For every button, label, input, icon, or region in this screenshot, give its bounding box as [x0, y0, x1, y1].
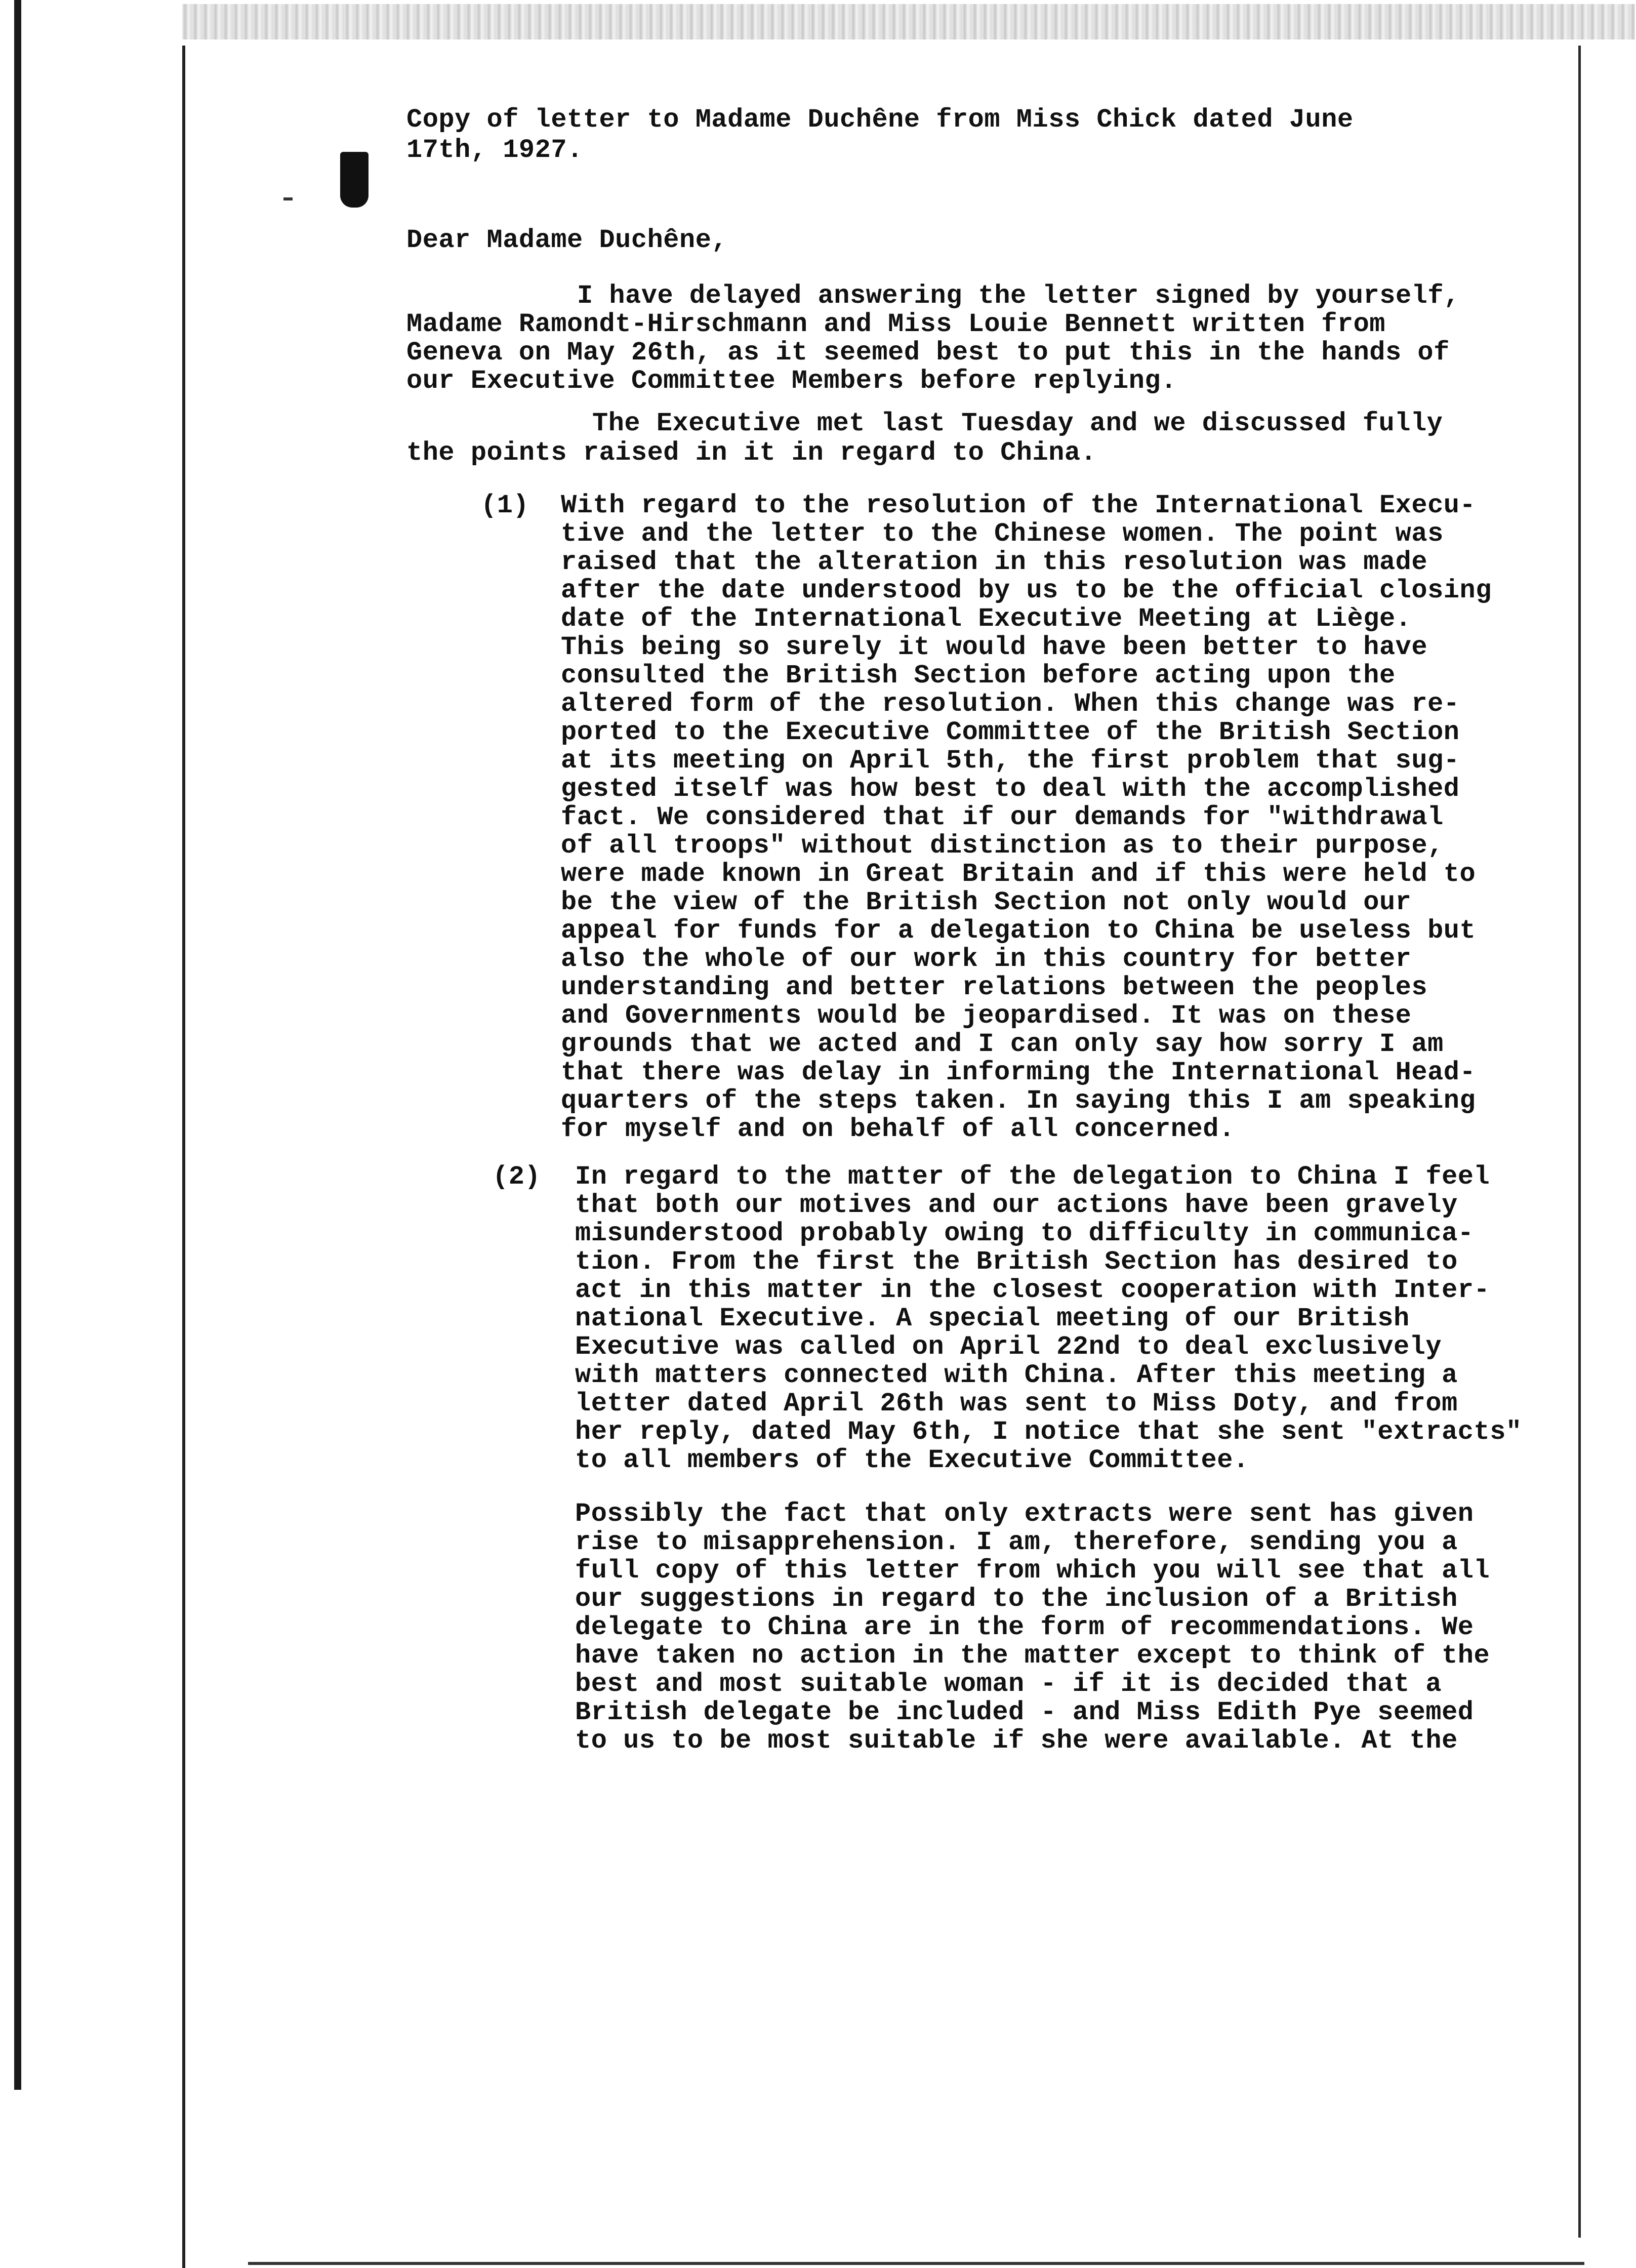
paragraph-line: delegate to China are in the form of recommendations. We: [575, 1612, 1474, 1642]
paragraph-line: the points raised in it in regard to China.: [406, 438, 1097, 468]
item-line: quarters of the steps taken. In saying this I am speaking: [561, 1086, 1476, 1116]
paragraph-line: rise to misapprehension. I am, therefore, sending you a: [575, 1527, 1458, 1557]
paragraph-line: Madame Ramondt-Hirschmann and Miss Louie Bennett written from: [406, 309, 1386, 339]
item-line: be the view of the British Section not only would our: [561, 887, 1412, 917]
paragraph-line: have taken no action in the matter except to think of the: [575, 1641, 1490, 1671]
item-line: that there was delay in informing the International Head-: [561, 1058, 1476, 1087]
item-line: national Executive. A special meeting of our British: [575, 1304, 1410, 1333]
paragraph-line: our Executive Committee Members before replying.: [406, 366, 1177, 396]
item-line: for myself and on behalf of all concerned.: [561, 1114, 1235, 1144]
item-line: with matters connected with China. After this meeting a: [575, 1360, 1458, 1390]
item-line: letter dated April 26th was sent to Miss Doty, and from: [575, 1389, 1458, 1419]
heading-line: 17th, 1927.: [406, 135, 583, 165]
item-line: gested itself was how best to deal with the accomplished: [561, 774, 1460, 804]
item-line: tive and the letter to the Chinese women. The point was: [561, 519, 1444, 549]
paragraph-line: our suggestions in regard to the inclusion of a British: [575, 1584, 1458, 1614]
item-line: were made known in Great Britain and if this were held to: [561, 859, 1476, 889]
item-line: of all troops" without distinction as to their purpose,: [561, 831, 1444, 861]
paragraph-line: The Executive met last Tuesday and we discussed fully: [592, 409, 1443, 438]
item-line: that both our motives and our actions have been gravely: [575, 1190, 1458, 1220]
item-line: altered form of the resolution. When this change was re-: [561, 689, 1460, 719]
item-line: fact. We considered that if our demands for "withdrawal: [561, 802, 1444, 832]
item-line: In regard to the matter of the delegation to China I feel: [575, 1162, 1490, 1192]
item-line: Executive was called on April 22nd to deal exclusively: [575, 1332, 1442, 1362]
paragraph-line: Possibly the fact that only extracts were sent has given: [575, 1499, 1474, 1529]
item-line: date of the International Executive Meeting at Liège.: [561, 604, 1412, 634]
paragraph-line: best and most suitable woman - if it is decided that a: [575, 1669, 1442, 1699]
item-line: tion. From the first the British Section has desired to: [575, 1247, 1458, 1277]
item-marker: (1): [481, 491, 529, 520]
item-line: With regard to the resolution of the International Execu-: [561, 491, 1476, 520]
paragraph-line: I have delayed answering the letter signed by yourself,: [577, 281, 1460, 311]
item-line: to all members of the Executive Committee.: [575, 1445, 1249, 1475]
item-line: after the date understood by us to be the official closing: [561, 576, 1492, 605]
item-line: also the whole of our work in this country for better: [561, 944, 1412, 974]
paper-frame-bottom: [248, 2262, 1584, 2265]
item-line: misunderstood probably owing to difficulty in communica-: [575, 1219, 1474, 1248]
item-line: consulted the British Section before acting upon the: [561, 661, 1396, 691]
paragraph-line: full copy of this letter from which you will see that all: [575, 1556, 1490, 1586]
paragraph-line: to us to be most suitable if she were available. At the: [575, 1726, 1458, 1756]
paragraph-line: British delegate be included - and Miss Edith Pye seemed: [575, 1697, 1474, 1727]
item-line: This being so surely it would have been better to have: [561, 632, 1428, 662]
salutation: Dear Madame Duchêne,: [406, 225, 728, 255]
item-line: understanding and better relations between the peoples: [561, 973, 1428, 1002]
item-line: her reply, dated May 6th, I notice that she sent "extracts": [575, 1417, 1522, 1447]
item-line: grounds that we acted and I can only say how sorry I am: [561, 1029, 1444, 1059]
item-line: ported to the Executive Committee of the British Section: [561, 717, 1460, 747]
item-line: appeal for funds for a delegation to China be useless but: [561, 916, 1476, 946]
item-line: and Governments would be jeopardised. It was on these: [561, 1001, 1412, 1031]
item-marker: (2): [493, 1162, 541, 1192]
item-line: at its meeting on April 5th, the first problem that sug-: [561, 746, 1460, 776]
item-line: raised that the alteration in this resolution was made: [561, 547, 1428, 577]
item-line: act in this matter in the closest cooperation with Inter-: [575, 1275, 1490, 1305]
paragraph-line: Geneva on May 26th, as it seemed best to put this in the hands of: [406, 338, 1450, 368]
heading-line: Copy of letter to Madame Duchêne from Miss Chick dated June: [406, 105, 1354, 135]
